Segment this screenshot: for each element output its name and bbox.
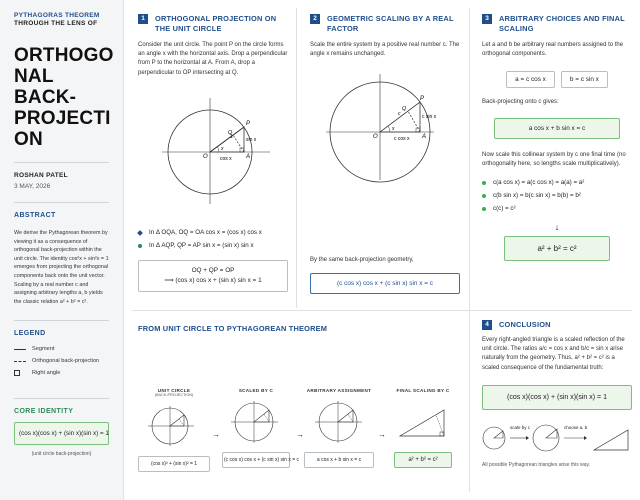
mini-arbitrary-circle [304,396,374,444]
core-identity-heading: CORE IDENTITY [14,408,74,416]
panel-title: ORTHOGONAL PROJECTION ON THE UNIT CIRCLE [155,14,277,33]
legend-segment: Segment [14,346,109,352]
label-one: 1 [230,134,233,140]
date: 3 MAY, 2026 [14,183,51,190]
label-q: Q [402,106,407,112]
label-p: P [420,96,425,102]
arrow-right-icon: → [378,430,386,439]
formula-box: a cos x + b sin x = c [304,452,374,468]
abstract-heading: ABSTRACT [14,212,56,219]
def-b: b = c sin x [561,71,608,88]
panel-body: Let a and b be arbitrary real numbers assigned to the orthogonal components. [482,42,624,58]
divider [14,202,109,203]
back-projection-result: a cos x + b sin x = c [494,118,620,139]
formula-box: (c cos x) cos x + (c sin x) sin x = c [222,452,290,468]
panel-title: CONCLUSION [499,320,551,329]
panel-title: FROM UNIT CIRCLE TO PYTHAGOREAN THEOREM [138,324,328,333]
panel-body: Scale the entire system by a positive real number c. The angle x remains unchanged. [310,42,460,58]
step-number: 3 [482,14,492,24]
green-dot-icon [482,194,486,198]
kicker-sub: THROUGH THE LENS OF [14,20,98,27]
right-angle-icon [14,370,20,376]
label-o: O [203,154,208,160]
panel-header [138,14,288,33]
arrow-right-icon: → [296,430,304,439]
divider [14,162,109,163]
label-sin: sin x [246,137,257,143]
formula-box: (cos x)² + (sin x)² = 1 [138,456,210,472]
label-cos: cos x [220,156,232,162]
back-projection-label: Back-projecting onto c gives: [482,99,559,106]
panel-arbitrary-choices [482,14,632,261]
divider [14,320,109,321]
bullet-item: In Δ OQA, OQ = OA cos x = (cos x) cos x [138,229,288,236]
panel-flow [138,324,458,334]
bullet-item: c(a cos x) = a(c cos x) = a(a) = a² [482,179,632,186]
conclusion-flow [482,422,632,456]
footnote: All possible Pythagorean triangles arise this way. [482,461,591,468]
label-q: Q [228,130,233,136]
green-dot-icon [482,181,486,185]
mini-unit-circle [138,400,210,448]
step-number: 4 [482,320,492,330]
panel-header [482,320,632,330]
label-p: P [246,121,251,127]
legend-right-angle: Right angle [14,370,109,376]
panel-footer: By the same back-projection geometry, [310,257,414,263]
mini-right-triangle [388,396,458,444]
label-csin: c sin x [422,114,437,120]
legend-projection: Orthogonal back-projection [14,358,109,364]
result-box: (c cos x) cos x + (c sin x) sin x = c [310,273,460,294]
green-dot-icon [138,244,142,248]
panel-title: GEOMETRIC SCALING BY A REAL FACTOR [327,14,454,33]
bullet-item: In Δ AQP, QP = AP sin x = (sin x) sin x [138,242,288,249]
panel-body: Consider the unit circle. The point P on the circle forms an angle x with the horizontal axis. Drop a perpendicular from P to the horizontal at A. From A, drop a perpendicular to OP intersecting at Q. [138,42,288,76]
bullet-item: c(b sin x) = b(c sin x) = b(b) = b² [482,192,632,199]
green-dot-icon [482,207,486,211]
diamond-icon [137,230,143,236]
definitions [482,71,632,88]
step-number: 1 [138,14,148,24]
flow-step-scaled: SCALED BY C (c cos x) cos x + (c sin x) sin x = c [222,388,290,468]
label-o: O [373,134,378,140]
panel-header [482,14,632,33]
dashed-swatch-icon [14,361,26,362]
panel-conclusion [482,320,632,468]
panel-title: ARBITRARY CHOICES AND FINAL SCALING [499,14,625,33]
column-divider [469,8,470,492]
bullet-item: c(c) = c² [482,205,632,212]
step-number: 2 [310,14,320,24]
flow-step-unit-circle: UNIT CIRCLE (BACK-PROJECTION) (cos x)² + (sin x)² = 1 [138,388,210,472]
choose-ab-label: choose a, b [564,424,588,430]
unit-circle-diagram [158,94,278,206]
conclusion-formula: (cos x)(cos x) + (sin x)(sin x) = 1 [482,385,632,410]
page-title: ORTHOGO NAL BACK- PROJECTI ON [14,45,114,150]
scale-text: Now scale this collinear system by c one final time (no orthogonality here, so lengths scale multiplicatively). [482,151,626,167]
scaled-circle-diagram [322,70,442,182]
flow-step-final: FINAL SCALING BY C a² + b² = c² [388,388,458,468]
flow-step-arbitrary: ARBITRARY ASSIGNMENT a cos x + b sin x = c [304,388,374,468]
implies-arrow: ⟹ [164,277,174,284]
final-result: a² + b² = c² [504,236,610,261]
kicker: PYTHAGORAS THEOREM [14,12,100,19]
label-x: x [392,126,395,132]
legend-heading: LEGEND [14,330,46,338]
label-c: c [398,111,401,117]
abstract-text: We derive the Pythagorean theorem by viewing it as a consequence of orthogonal back-projection within the unit circle. The identity cos²x + sin²x = 1 emerges from projecting the orthogonal components back onto the unit vector. Scaling by a real number c and assigning arbitrary lengths a, b yields the classic relation a² + b² = c². [14,230,109,305]
scale-by-c-label: scale by c [510,424,531,430]
arrow-right-icon: → [212,430,220,439]
down-arrow-icon: ↓ [554,222,560,233]
divider [14,398,109,399]
result-box: OQ + QP = OP ⟹ (cos x) cos x + (sin x) sin x = 1 [138,260,288,292]
segment-swatch-icon [14,349,26,350]
core-identity-formula: (cos x)(cos x) + (sin x)(sin x) = 1 [14,422,109,445]
label-a: A [246,154,251,160]
core-identity-caption: (unit circle back-projection) [31,451,92,458]
flow-steps [138,388,463,488]
panel2-results [310,256,460,294]
author: ROSHAN PATEL [14,172,68,179]
panel-body: Every right-angled triangle is a scaled reflection of the unit circle. The ratios a/c = cos x and b/c = sin x arise naturally from the geometry. Thus, a² + b² = c² is a scaled consequence of the fundamental truth: [482,337,625,371]
mini-scaled-circle [222,396,290,444]
panel-geometric-scaling [310,14,460,59]
sidebar [0,0,124,500]
def-a: a = c cos x [506,71,555,88]
column-divider [296,8,297,308]
panel1-results [138,229,288,292]
panel-orthogonal-projection [138,14,288,78]
panel-header [310,14,460,33]
label-a: A [422,134,427,140]
label-ccos: c cos x [394,136,410,142]
conclusion-mini-diagrams [482,422,632,456]
formula-box: a² + b² = c² [394,452,452,468]
row-divider [132,310,632,311]
label-x: x [221,146,224,152]
